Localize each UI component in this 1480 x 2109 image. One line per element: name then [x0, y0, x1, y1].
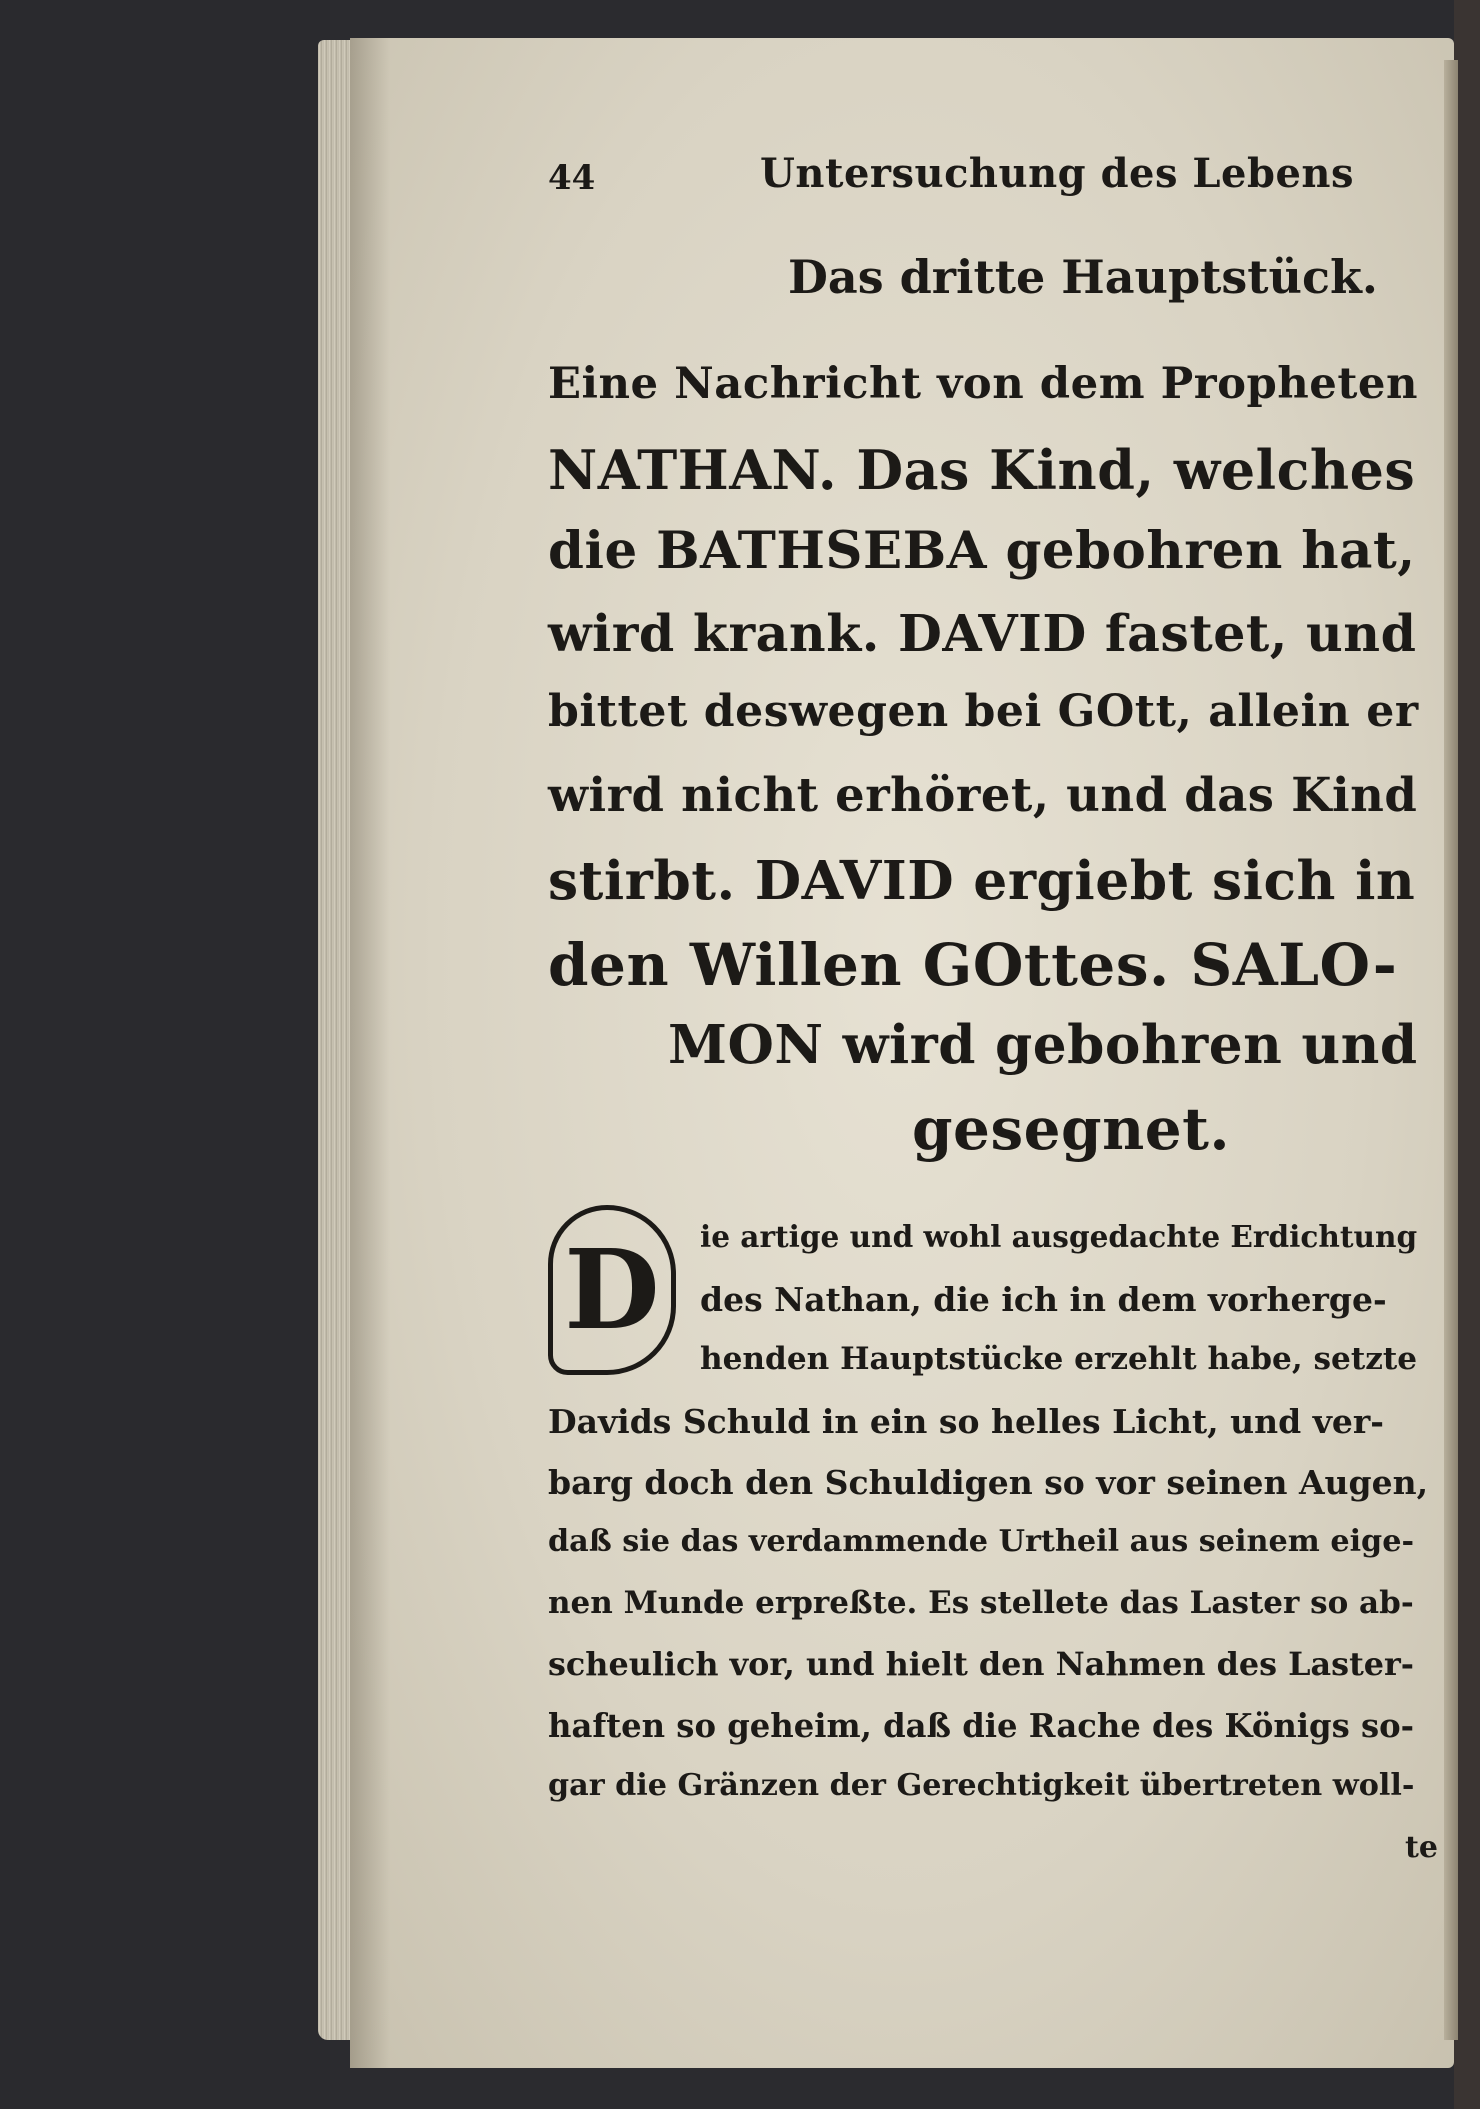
- summary-line: die BATHSEBA gebohren hat,: [548, 521, 1416, 581]
- summary-line: wird krank. DAVID fastet, und: [548, 603, 1417, 663]
- body-line: scheulich vor, und hielt den Nahmen des Laster-: [548, 1645, 1415, 1683]
- body-line: Davids Schuld in ein so helles Licht, und ver-: [548, 1402, 1384, 1441]
- page-number: 44: [548, 158, 596, 198]
- summary-line: gesegnet.: [912, 1095, 1231, 1163]
- body-line: nen Munde erpreßte. Es stellete das Laster so ab-: [548, 1585, 1414, 1621]
- summary-line: NATHAN. Das Kind, welches: [548, 438, 1416, 502]
- summary-line: Eine Nachricht von dem Propheten: [548, 358, 1418, 409]
- body-line: gar die Gränzen der Gerechtigkeit übertreten woll-: [548, 1768, 1415, 1803]
- catchword: te: [1405, 1830, 1438, 1865]
- body-line: haften so geheim, daß die Rache des Königs so-: [548, 1707, 1415, 1745]
- summary-line: stirbt. DAVID ergiebt sich in: [548, 849, 1416, 912]
- summary-line: MON wird gebohren und: [668, 1013, 1418, 1076]
- body-line: daß sie das verdammende Urtheil aus seinem eige-: [548, 1524, 1415, 1559]
- summary-line: bittet deswegen bei GOtt, allein er: [548, 686, 1419, 737]
- body-line: henden Hauptstücke erzehlt habe, setzte: [700, 1341, 1418, 1377]
- summary-line: den Willen GOttes. SALO-: [548, 931, 1398, 999]
- summary-line: wird nicht erhöret, und das Kind: [548, 767, 1418, 822]
- drop-cap: D: [548, 1205, 676, 1375]
- running-head: Untersuchung des Lebens: [760, 150, 1355, 197]
- body-line: ie artige und wohl ausgedachte Erdichtung: [700, 1219, 1418, 1254]
- body-line: des Nathan, die ich in dem vorherge-: [700, 1280, 1387, 1319]
- chapter-heading: Das dritte Hauptstück.: [788, 250, 1378, 304]
- body-line: barg doch den Schuldigen so vor seinen Augen,: [548, 1463, 1429, 1502]
